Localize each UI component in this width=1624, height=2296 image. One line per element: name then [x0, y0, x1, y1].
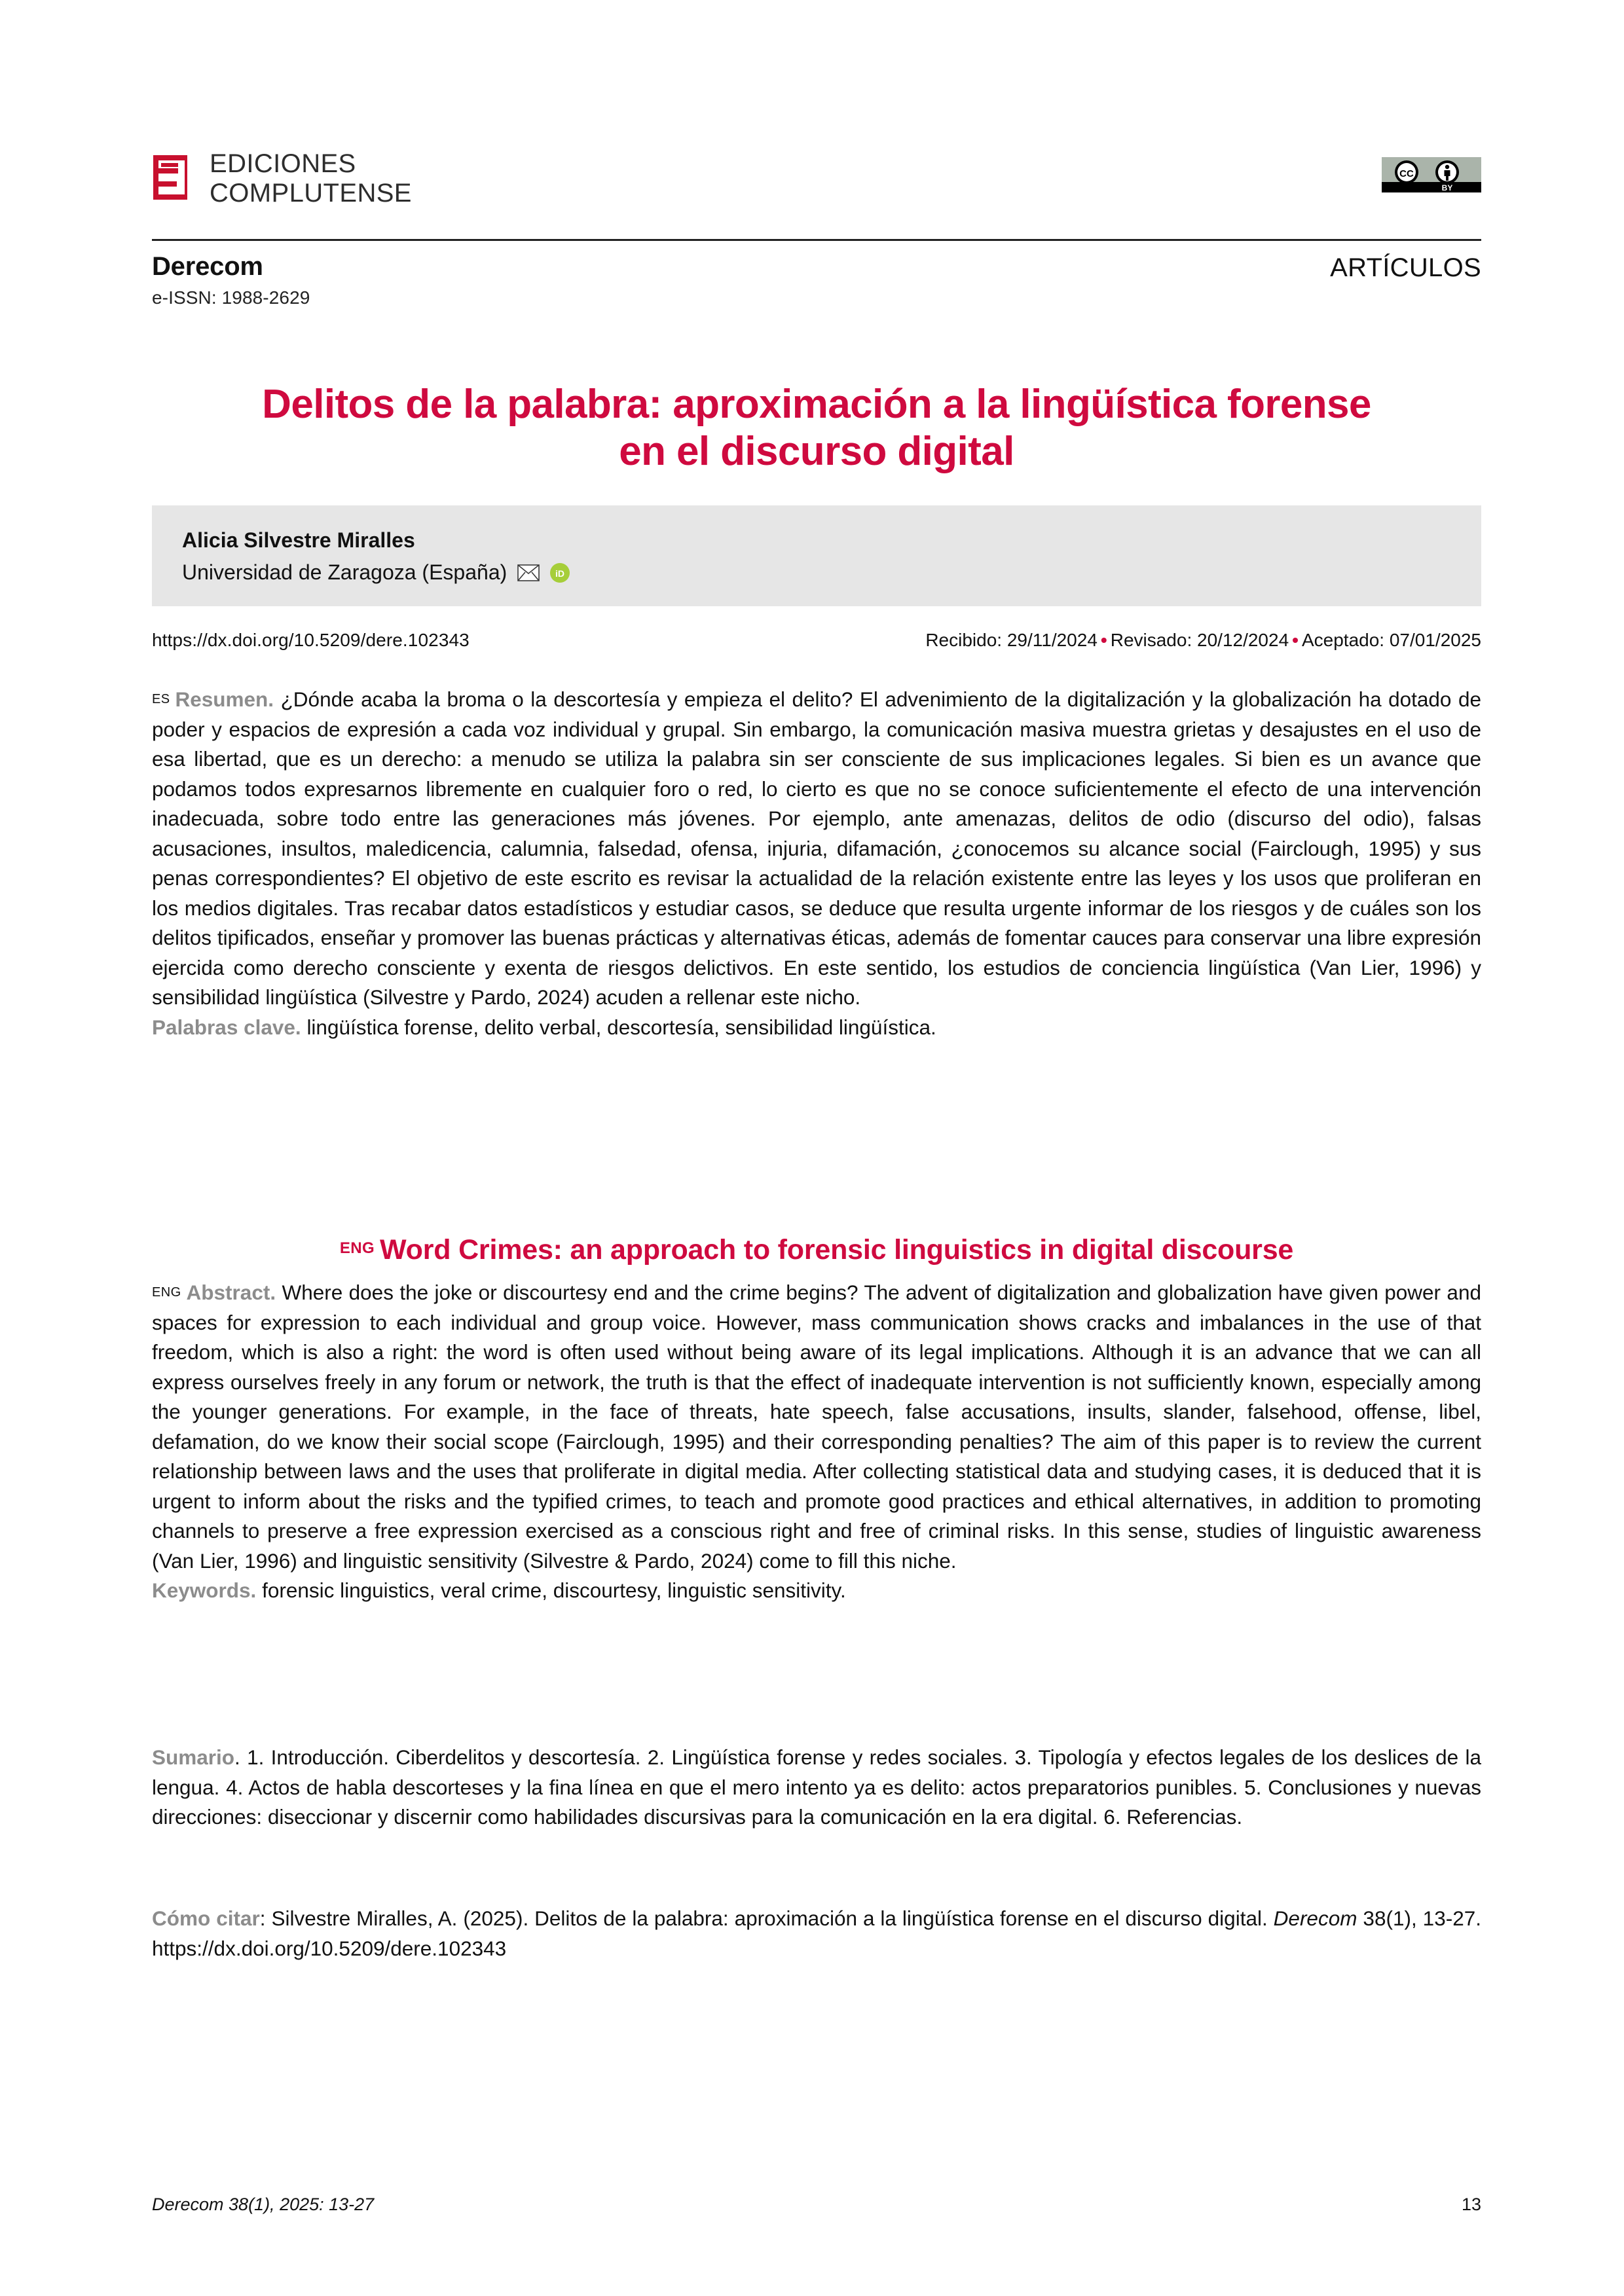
sumario-paragraph	[152, 1743, 1481, 1832]
abstract-english-text: Where does the joke or discourtesy end and the crime begins? The advent of digitalization and globalization have given power and spaces for expression to each individual and group voice. However, mass communication shows cracks and imbalances in the use of that freedom, which is also a right: the word is often used without being aware of its legal implications. Although it is an advance that we can all express ourselves freely in any forum or network, the truth is that the effect of inadequate intervention is not sufficiently known, especially among the younger generations. For example, in the face of threats, hate speech, false accusations, insults, slander, falsehood, offense, libel, defamation, do we know their social scope (Fairclough, 1995) and their corresponding penalties? The aim of this paper is to review the current relationship between laws and the uses that proliferate in digital media. After collecting statistical data and studying cases, it is deduced that it is urgent to inform about the risks and the typified crimes, to teach and promote good practices and ethical alternatives, in addition to promoting channels to preserve a free expression exercised as a conscious right and free of criminal risks. In this sense, studies of linguistic awareness (Van Lier, 1996) and linguistic sensitivity (Silvestre & Pardo, 2024) come to fill this niche.	[152, 1281, 1481, 1573]
citation-part-1: : Silvestre Miralles, A. (2025). Delitos de la palabra: aproximación a la lingüística forense en el discurso digital.	[259, 1906, 1274, 1930]
article-title-english-text: Word Crimes: an approach to forensic linguistics in digital discourse	[380, 1233, 1294, 1266]
publisher-brand	[152, 149, 412, 208]
envelope-icon[interactable]	[517, 564, 540, 581]
sumario-text: . 1. Introducción. Ciberdelitos y descortesía. 2. Lingüística forense y redes sociales. 3. Tipología y efectos legales de los deslices de la lengua. 4. Actos de habla descorteses y la fina línea en que el mero intento ya es delito: actos preparatorios punibles. 5. Conclusiones y nuevas direcciones: diseccionar y discernir como habilidades discursivas para la comunicación en la era digital. 6. Referencias.	[152, 1745, 1481, 1829]
article-meta-row	[152, 630, 1481, 659]
abstract-spanish-text: ¿Dónde acaba la broma o la descortesía y empieza el delito? El advenimiento de la digitalización y la globalización ha dotado de poder y espacios de expresión a cada voz individual y grupal. Sin embargo, la comunicación masiva muestra grietas y desajustes en el uso de esa libertad, que es un derecho: a menudo se utiliza la palabra sin ser consciente de sus implicaciones legales. Si bien es un avance que podamos todos expresarnos libremente en cualquier foro o red, lo cierto es que no se conoce suficientemente el efecto de una intervención inadecuada, sobre todo entre las generaciones más jóvenes. Por ejemplo, ante amenazas, delitos de odio (discurso del odio), falsas acusaciones, insultos, maledicencia, calumnia, falsedad, ofensa, injuria, difamación, ¿conocemos su alcance social (Fairclough, 1995) y sus penas correspondientes? El objetivo de este escrito es revisar la actualidad de la relación existente entre las leyes y los usos que proliferan en los medios digitales. Tras recabar datos estadísticos y estudiar casos, se deduce que resulta urgente informar de los riesgos y de cuáles son los delitos tipificados, enseñar y promover las buenas prácticas y alternativas éticas, además de fomentar cauces para conservar una libre expresión ejercida como derecho consciente y exenta de riesgos delictivos. En este sentido, los estudios de conciencia lingüística (Van Lier, 1996) y sensibilidad lingüística (Silvestre y Pardo, 2024) acuden a rellenar este nicho.	[152, 687, 1481, 1009]
table-of-contents	[152, 1743, 1481, 1832]
author-block	[152, 505, 1481, 606]
keywords-english-text: forensic linguistics, veral crime, discourtesy, linguistic sensitivity.	[262, 1578, 846, 1602]
citation-part-2: 38(1), 13-27. https://dx.doi.org/10.5209/dere.102343	[152, 1906, 1481, 1960]
article-title-english	[152, 1233, 1481, 1267]
author-affiliation-row	[182, 558, 1481, 587]
accepted-label: Aceptado:	[1301, 630, 1385, 650]
header-divider	[152, 239, 1481, 241]
page-number: 13	[1461, 2195, 1481, 2214]
journal-header	[152, 252, 1481, 311]
lang-tag-eng: ENG	[152, 1285, 181, 1300]
footer-citation: Derecom 38(1), 2025: 13-27	[152, 2195, 375, 2214]
publisher-name	[210, 149, 412, 208]
masthead	[152, 149, 1481, 228]
page-title	[152, 381, 1481, 476]
section-kicker: ARTÍCULOS	[1330, 253, 1481, 282]
date-separator-2: •	[1292, 630, 1299, 650]
doi-link[interactable]: https://dx.doi.org/10.5209/dere.102343	[152, 630, 470, 650]
abstract-english	[152, 1278, 1481, 1606]
author-affiliation: Universidad de Zaragoza (España)	[182, 560, 507, 585]
journal-issn: e-ISSN: 1988-2629	[152, 287, 310, 308]
page-footer	[152, 2195, 1481, 2221]
abstract-english-label: Abstract.	[186, 1281, 276, 1304]
article-title-line-2: en el discurso digital	[619, 429, 1014, 475]
revised-label: Revisado:	[1110, 630, 1192, 650]
revised-date: 20/12/2024	[1197, 630, 1289, 650]
abstract-english-paragraph	[152, 1278, 1481, 1576]
citation-label: Cómo citar	[152, 1906, 260, 1930]
ediciones-complutense-logo-icon	[152, 154, 193, 204]
citation-journal-name: Derecom	[1273, 1906, 1357, 1930]
author-name: Alicia Silvestre Miralles	[182, 528, 415, 552]
abstract-spanish-paragraph	[152, 685, 1481, 1013]
svg-text:BY: BY	[1441, 183, 1453, 192]
keywords-spanish-line	[152, 1013, 1481, 1043]
keywords-english-label: Keywords.	[152, 1578, 257, 1602]
accepted-date: 07/01/2025	[1389, 630, 1481, 650]
sumario-label: Sumario	[152, 1745, 235, 1769]
keywords-english-line	[152, 1576, 1481, 1606]
keywords-spanish-text: lingüística forense, delito verbal, descortesía, sensibilidad lingüística.	[306, 1015, 936, 1039]
publisher-line-1: EDICIONES	[210, 149, 356, 178]
svg-text:CC: CC	[1399, 168, 1414, 179]
keywords-spanish-label: Palabras clave.	[152, 1015, 301, 1039]
publication-dates	[925, 630, 1481, 651]
lang-tag-eng-title: ENG	[339, 1239, 375, 1257]
svg-text:iD: iD	[555, 568, 565, 579]
article-title-line-1: Delitos de la palabra: aproximación a la lingüística forense	[262, 381, 1371, 427]
orcid-id-icon[interactable]	[550, 563, 570, 583]
lang-tag-es: ES	[152, 692, 170, 706]
citation-paragraph	[152, 1904, 1481, 1963]
date-separator-1: •	[1100, 630, 1107, 650]
received-date: 29/11/2024	[1006, 630, 1098, 650]
journal-title: Derecom	[152, 252, 263, 281]
abstract-spanish	[152, 685, 1481, 1042]
how-to-cite	[152, 1904, 1481, 1963]
abstract-spanish-label: Resumen.	[175, 687, 274, 711]
publisher-line-2: COMPLUTENSE	[210, 179, 412, 208]
received-label: Recibido:	[925, 630, 1003, 650]
creative-commons-by-badge-icon[interactable]	[1382, 157, 1481, 192]
